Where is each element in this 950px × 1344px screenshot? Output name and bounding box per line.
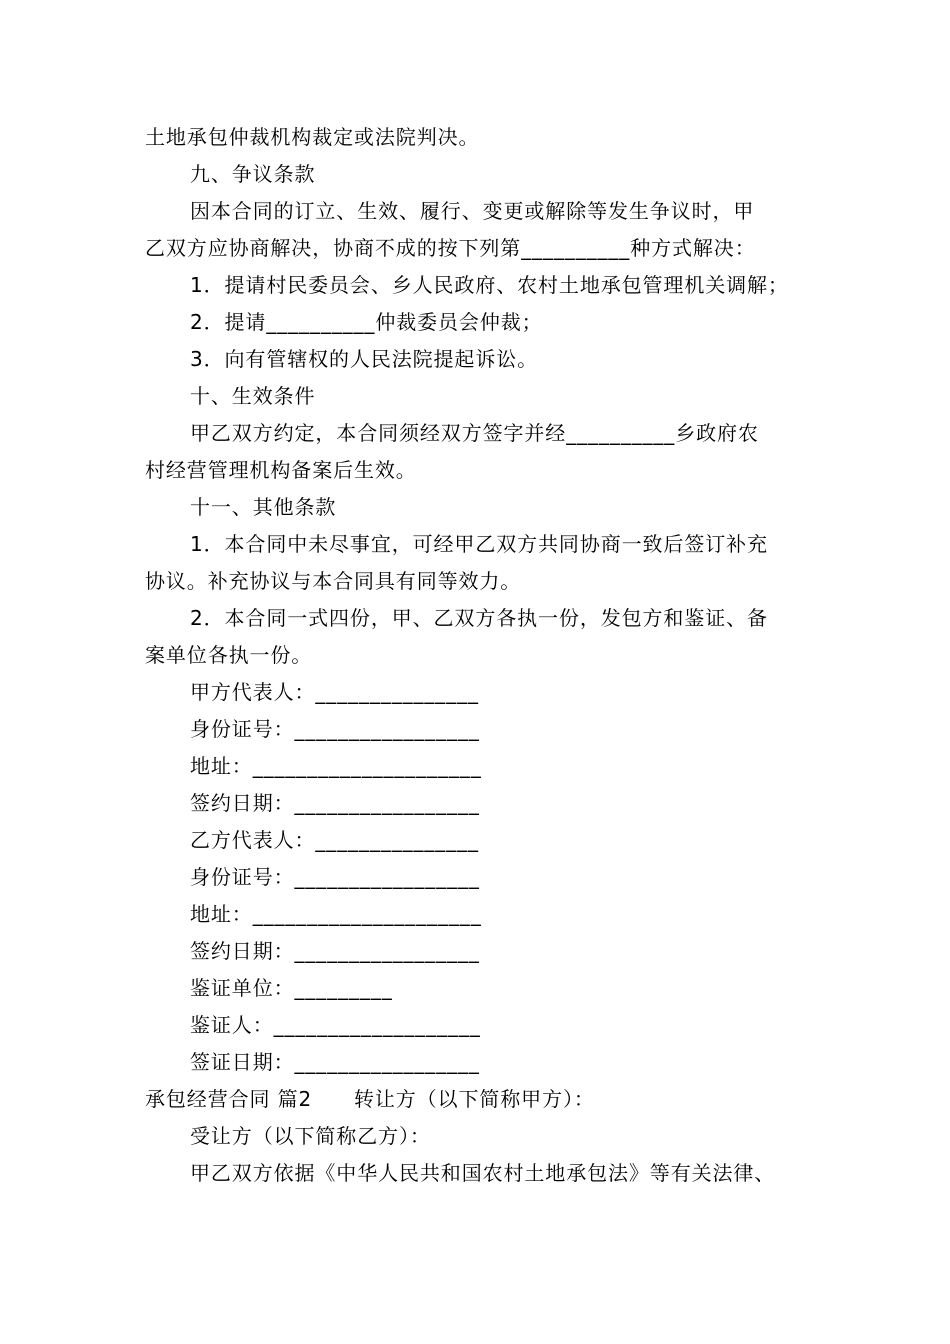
list-item: 2．本合同一式四份，甲、乙双方各执一份，发包方和鉴证、备	[190, 606, 768, 630]
list-item: 1．本合同中未尽事宜，可经甲乙双方共同协商一致后签订补充	[190, 532, 768, 556]
transferee-line: 受让方（以下简称乙方）：	[190, 1124, 431, 1148]
party-a-representative: 甲方代表人：_______________	[190, 680, 479, 704]
text-line: 甲乙双方约定，本合同须经双方签字并经__________乡政府农	[190, 421, 759, 445]
notary-date: 签证日期：_________________	[190, 1050, 480, 1074]
text-line: 土地承包仲裁机构裁定或法院判决。	[145, 125, 480, 149]
section-heading-other: 十一、其他条款	[190, 495, 337, 519]
text-line: 因本合同的订立、生效、履行、变更或解除等发生争议时，甲	[190, 199, 755, 223]
notary-unit: 鉴证单位：_________	[190, 976, 393, 1000]
text-line: 乙双方应协商解决，协商不成的按下列第__________种方式解决：	[145, 236, 756, 260]
party-a-sign-date: 签约日期：_________________	[190, 791, 480, 815]
list-item: 1．提请村民委员会、乡人民政府、农村土地承包管理机关调解；	[190, 273, 789, 297]
text-line: 案单位各执一份。	[145, 643, 313, 667]
list-item: 2．提请__________仲裁委员会仲裁；	[190, 310, 543, 334]
text-line: 协议。补充协议与本合同具有同等效力。	[145, 569, 522, 593]
section-heading-dispute: 九、争议条款	[190, 162, 316, 186]
party-a-address: 地址：_____________________	[190, 754, 482, 778]
party-b-sign-date: 签约日期：_________________	[190, 939, 480, 963]
text-line: 村经营管理机构备案后生效。	[145, 458, 417, 482]
list-item: 3．向有管辖权的人民法院提起诉讼。	[190, 347, 539, 371]
text-line: 甲乙双方依据《中华人民共和国农村土地承包法》等有关法律、	[190, 1161, 776, 1185]
party-b-id-number: 身份证号：_________________	[190, 865, 480, 889]
party-b-representative: 乙方代表人：_______________	[190, 828, 479, 852]
section-heading-effect: 十、生效条件	[190, 384, 316, 408]
party-a-id-number: 身份证号：_________________	[190, 717, 480, 741]
contract-2-heading: 承包经营合同 篇2 转让方（以下简称甲方）：	[145, 1087, 595, 1111]
notary-person: 鉴证人：___________________	[190, 1013, 481, 1037]
party-b-address: 地址：_____________________	[190, 902, 482, 926]
